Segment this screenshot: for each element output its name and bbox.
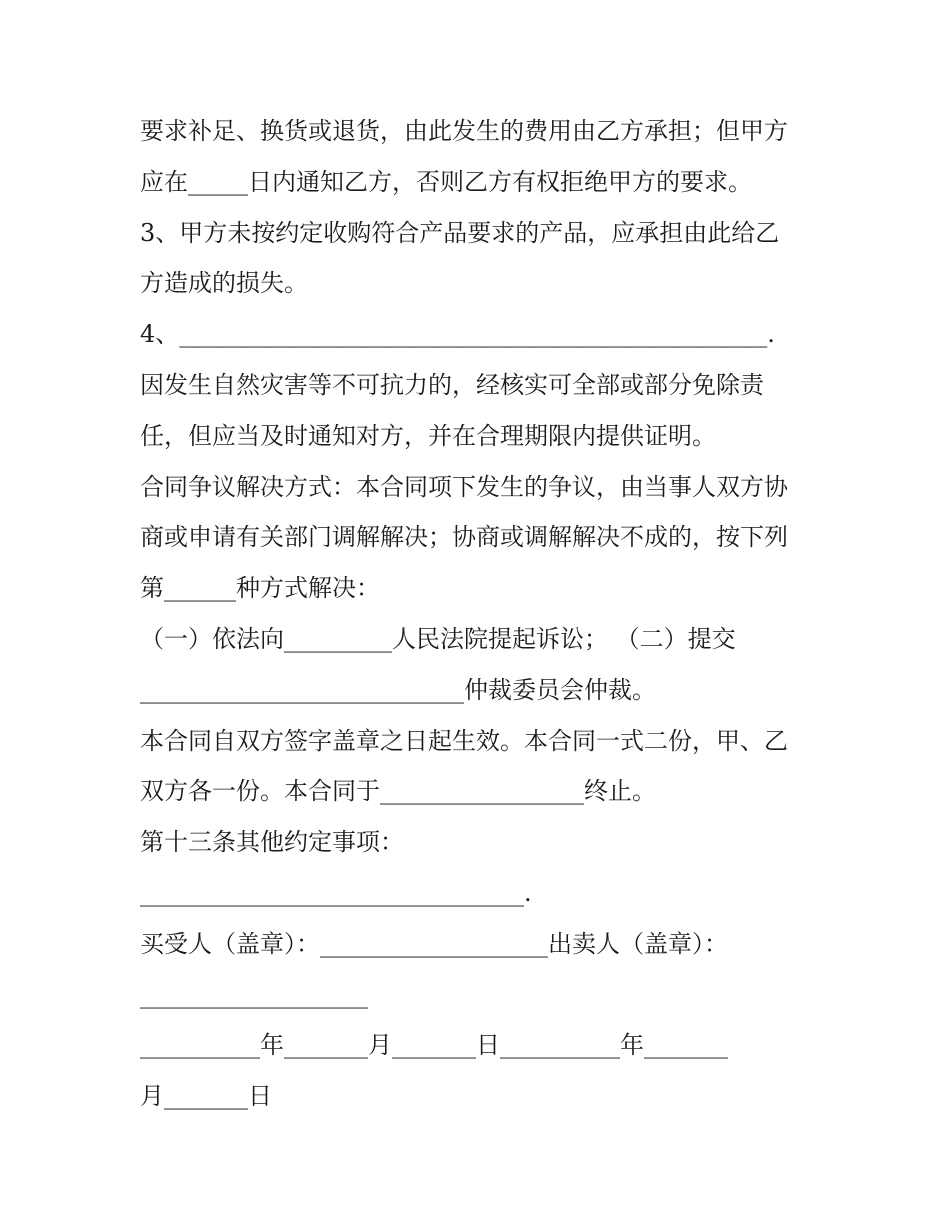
text-line: 买受人（盖章）：___________________出卖人（盖章）：	[140, 929, 728, 958]
text-line: ________________________________.	[140, 878, 532, 907]
text-line: 双方各一份。本合同于_________________终止。	[140, 777, 656, 806]
text-line: 本合同自双方签字盖章之日起生效。本合同一式二份，甲、乙	[140, 726, 788, 755]
text-line: 任，但应当及时通知对方，并在合理期限内提供证明。	[140, 421, 716, 450]
document-body	[140, 106, 820, 1122]
text-line: 第______种方式解决：	[140, 574, 380, 603]
text-line: __________年_______月_______日__________年_______	[140, 1031, 728, 1060]
text-line: 第十三条其他约定事项：	[140, 828, 404, 857]
text-line: ___________________________仲裁委员会仲裁。	[140, 675, 656, 704]
text-line: 合同争议解决方式：本合同项下发生的争议，由当事人双方协	[140, 472, 788, 501]
text-line: 4、_________________________________________________.	[140, 320, 775, 349]
text-line: ___________________	[140, 980, 368, 1009]
text-line: 方造成的损失。	[140, 269, 308, 298]
text-line: 商或申请有关部门调解解决；协商或调解解决不成的，按下列	[140, 523, 788, 552]
text-line: （一）依法向_________人民法院提起诉讼； （二）提交	[140, 624, 736, 653]
text-line: 因发生自然灾害等不可抗力的，经核实可全部或部分免除责	[140, 370, 764, 399]
text-line: 应在_____日内通知乙方，否则乙方有权拒绝甲方的要求。	[140, 167, 752, 196]
text-line: 月_______日	[140, 1082, 272, 1111]
text-line: 要求补足、换货或退货，由此发生的费用由乙方承担；但甲方	[140, 117, 788, 145]
text-line: 3、甲方未按约定收购符合产品要求的产品，应承担由此给乙	[140, 218, 780, 247]
